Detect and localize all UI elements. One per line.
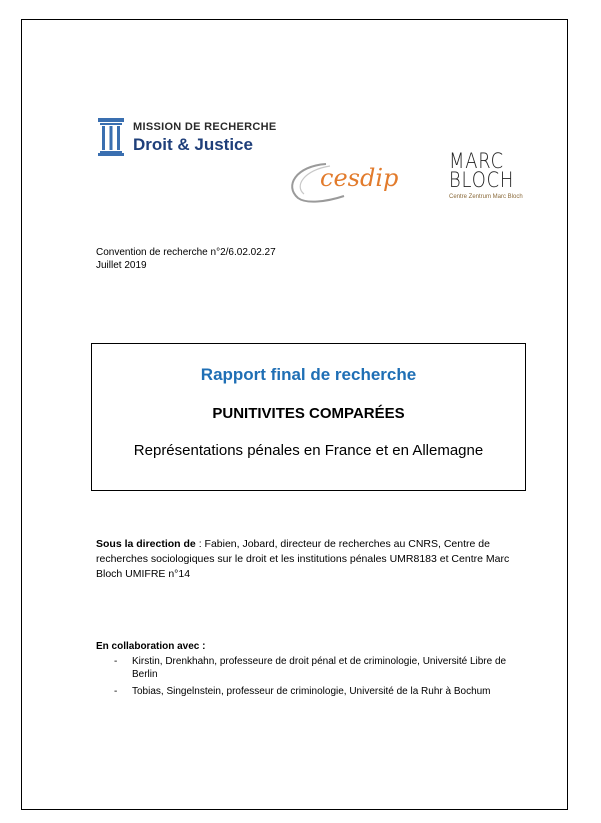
- list-item: - Tobias, Singelnstein, professeur de criminologie, Université de la Ruhr à Bochum: [114, 686, 491, 697]
- pillar-icon: [98, 118, 124, 156]
- mission-logo-line2: Droit & Justice: [133, 134, 253, 154]
- collaborator-list: [96, 655, 526, 698]
- report-heading: Rapport final de recherche: [200, 365, 417, 384]
- mission-droit-justice-logo: [98, 118, 277, 156]
- title-box: [91, 343, 526, 491]
- marc-bloch-logo: [449, 149, 529, 212]
- direction-label: Sous la direction de: [96, 538, 196, 550]
- collaboration-block: [96, 640, 526, 702]
- cesdip-logo-text: cesdip: [320, 164, 399, 192]
- cesdip-logo: [286, 160, 416, 204]
- list-item: - Kirstin, Drenkhahn, professeure de droit pénal et de criminologie, Université Libre de Berlin: [114, 656, 507, 680]
- marc-bloch-logo-line3: Centre Zentrum Marc Bloch: [449, 194, 523, 200]
- collaboration-header: En collaboration avec :: [96, 641, 206, 652]
- convention-date: Juillet 2019: [96, 260, 147, 271]
- convention-number: Convention de recherche n°2/6.02.02.27: [96, 247, 276, 258]
- collaborator-2: Tobias, Singelnstein, professeur de criminologie, Université de la Ruhr à Bochum: [132, 686, 491, 697]
- marc-bloch-logo-line2: BLOCH: [449, 168, 515, 192]
- report-subtitle: Représentations pénales en France et en Allemagne: [133, 442, 484, 459]
- report-title: PUNITIVITES COMPARÉES: [212, 405, 405, 422]
- convention-block: [96, 246, 276, 272]
- direction-paragraph: [96, 537, 516, 582]
- marc-bloch-logo-line1: MARC: [449, 149, 504, 173]
- direction-text: : Fabien, Jobard, directeur de recherches au CNRS, Centre de recherches sociologiques sur le droit et les institutions pénales UMR8183 et Centre Marc Bloch UMIFRE n°14: [96, 538, 510, 580]
- collaborator-1: Kirstin, Drenkhahn, professeure de droit pénal et de criminologie, Université Libre de Berlin: [132, 656, 507, 680]
- mission-logo-line1: MISSION DE RECHERCHE: [133, 120, 277, 133]
